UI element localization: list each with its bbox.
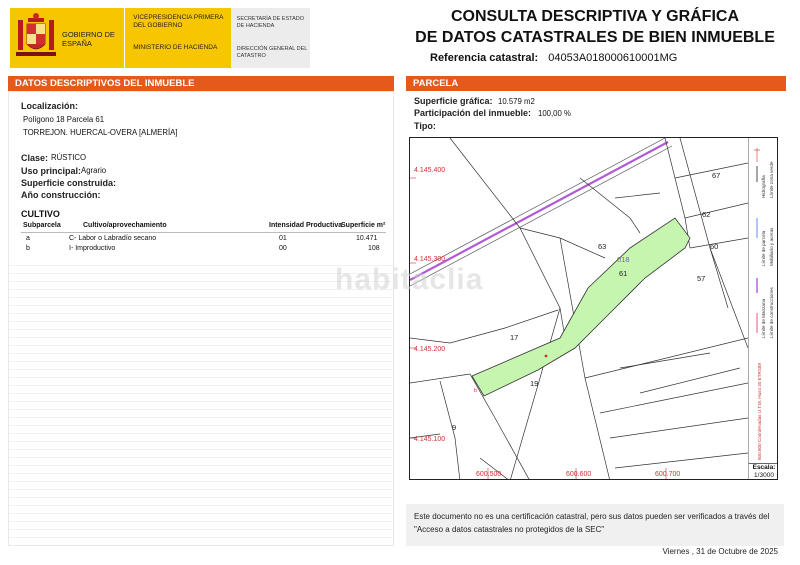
anio-construccion-label: Año construcción: (21, 190, 101, 200)
col-subparcela: Subparcela (23, 222, 61, 229)
legend-zona-verde: Límite zona verde (769, 161, 774, 198)
map-scale: Escala: 1/3000 (748, 463, 778, 480)
table-row: a C- Labor o Labradío secano 01 10.471 (26, 235, 378, 242)
subparcel-b-marker: b (474, 388, 477, 394)
parcel-num-62: 62 (702, 210, 711, 219)
uso-value: Agrario (81, 166, 107, 175)
clase-value: RÚSTICO (51, 153, 87, 162)
col-cultivo: Cultivo/aprovechamiento (83, 222, 167, 229)
cultivo-table-header (21, 221, 386, 233)
map-legend (748, 138, 778, 463)
footer-date: Viernes , 31 de Octubre de 2025 (662, 547, 778, 556)
col-superficie: Superficie m² (341, 222, 386, 229)
legend-hidrografia: Hidrografía (761, 175, 766, 198)
legend-limite-construcciones: Límite de construcciones (769, 287, 774, 338)
uso-label: Uso principal: (21, 166, 82, 176)
x-label-0: 600.500 (476, 471, 502, 478)
tipo-label: Tipo: (414, 121, 436, 131)
direccion-text: DIRECCIÓN GENERAL DEL CATASTRO (236, 46, 308, 59)
ministerio-text: MINISTERIO DE HACIENDA (133, 44, 218, 51)
table-row: b I- Improductivo 00 108 (26, 245, 380, 252)
disclaimer-note: Este documento no es una certificación catastral, pero sus datos pueden ser verificados a través del "Acceso a datos catastrales no protegidos de la SEC" (406, 504, 784, 546)
x-label-1: 600.600 (566, 471, 592, 478)
superficie-grafica-label: Superficie gráfica: (414, 96, 493, 106)
participacion-value: 100,00 % (538, 109, 571, 118)
cadastral-map[interactable] (409, 137, 778, 480)
parcel-num-67: 67 (712, 171, 721, 180)
x-label-2: 600.700 (655, 471, 681, 478)
coat-of-arms-icon (16, 12, 56, 64)
parcel-num-19: 19 (530, 379, 539, 388)
y-label-0: 4.145.400 (414, 167, 446, 174)
gobierno-text: GOBIERNO DE ESPAÑA (62, 30, 115, 48)
parcel-num-57: 57 (697, 274, 706, 283)
y-label-1: 4.145.300 (414, 256, 446, 263)
parcel-num-63: 63 (598, 242, 607, 251)
government-logo (10, 8, 310, 68)
y-label-2: 4.145.200 (414, 346, 446, 353)
clase-label: Clase: (21, 153, 49, 163)
localizacion-line2: TORREJON. HUERCAL-OVERA [ALMERÍA] (23, 128, 178, 137)
localizacion-label: Localización: (21, 101, 79, 111)
parcel-num-60: 60 (710, 242, 719, 251)
parcel-num-61: 61 (619, 269, 628, 278)
document-title: CONSULTA DESCRIPTIVA Y GRÁFICA DE DATOS CATASTRALES DE BIEN INMUEBLE (415, 8, 775, 46)
coords-note: 600.800 Coordenadas U.T.M. Huso 30 ETRS89 (757, 362, 762, 460)
watermark: habitaclia (335, 263, 484, 296)
subparcel-code-018: 018 (617, 255, 630, 264)
empty-ruled-area (9, 258, 393, 545)
parcel-61-highlight (472, 218, 690, 396)
parcel-map-drawing (410, 138, 748, 480)
vicepresidencia-text: VICEPRESIDENCIA PRIMERA DEL GOBIERNO (133, 14, 224, 29)
parcel-num-9: 9 (452, 423, 457, 432)
section-title-parcela: PARCELA (406, 76, 786, 91)
descriptive-data-panel (8, 91, 394, 546)
localizacion-line1: Polígono 18 Parcela 61 (23, 115, 105, 124)
superficie-construida-label: Superficie construida: (21, 178, 117, 188)
header (0, 0, 800, 72)
secretaria-text: SECRETARÍA DE ESTADO DE HACIENDA (236, 16, 304, 29)
legend-limite-parcela: Límite de parcela (761, 230, 766, 266)
y-label-3: 4.145.100 (414, 436, 446, 443)
parcel-num-17: 17 (510, 333, 519, 342)
cultivo-title: CULTIVO (21, 209, 60, 219)
legend-mobiliario: Mobiliario y aceras (769, 227, 774, 266)
superficie-grafica-value: 10.579 m2 (498, 97, 535, 106)
col-intensidad: Intensidad Productiva (269, 222, 343, 229)
legend-limite-manzana: Límite de Manzana (761, 298, 766, 338)
referencia-catastral: Referencia catastral: 04053A018000610001MG (430, 52, 678, 64)
participacion-label: Participación del inmueble: (414, 108, 532, 118)
section-title-descriptivos: DATOS DESCRIPTIVOS DEL INMUEBLE (8, 76, 394, 91)
